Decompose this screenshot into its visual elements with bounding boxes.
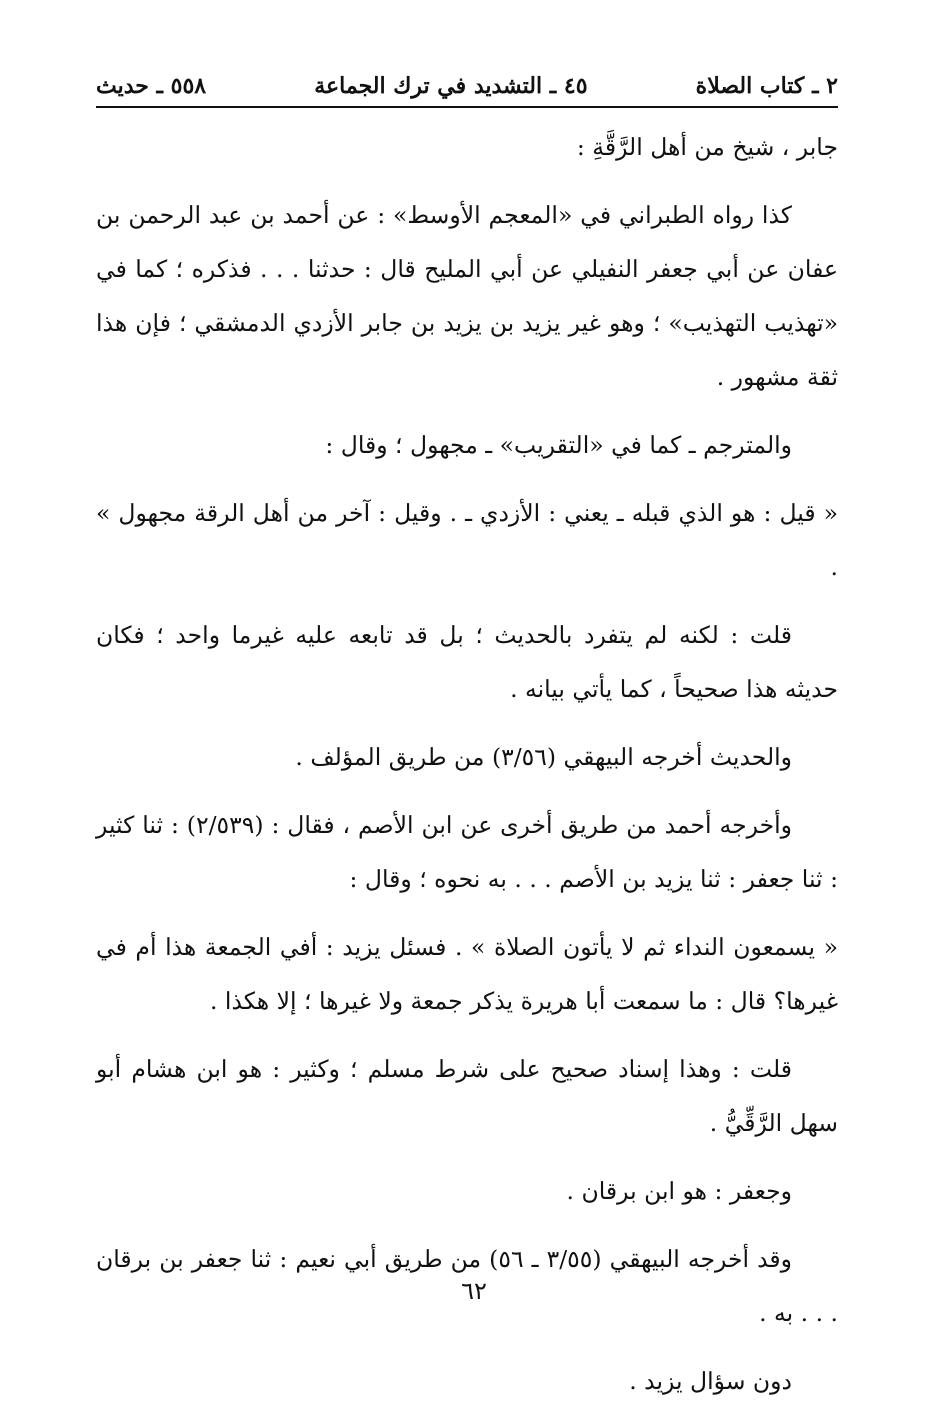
- paragraph: جابر ، شيخ من أهل الرَّقَّةِ :: [576, 133, 838, 161]
- paragraph: والمترجم ـ كما في «التقريب» ـ مجهول ؛ وقال :: [325, 431, 792, 459]
- paragraph: وأخرجه أحمد من طريق أخرى عن ابن الأصم ، فقال : (٢/٥٣٩) : ثنا كثير : ثنا جعفر : ثنا يزيد بن الأصم . . . به نحوه ؛ وقال :: [96, 811, 838, 893]
- quote-paragraph: « يسمعون النداء ثم لا يأتون الصلاة » . فسئل يزيد : أفي الجمعة هذا أم في غيرها؟ قال : ما سمعت أبا هريرة يذكر جمعة ولا غيرها ؛ إلا هكذا .: [96, 933, 838, 1015]
- paragraph: وجعفر : هو ابن برقان .: [566, 1177, 792, 1205]
- header-book-title: ٢ ـ كتاب الصلاة: [695, 73, 838, 99]
- paragraph: قلت : لكنه لم يتفرد بالحديث ؛ بل قد تابعه عليه غيرما واحد ؛ فكان حديثه هذا صحيحاً ، كما يأتي بيانه .: [96, 621, 838, 703]
- running-header: [96, 64, 838, 108]
- header-hadith-number: ٥٥٨ ـ حديث: [96, 73, 207, 99]
- page-number: ٦٢: [461, 1277, 487, 1305]
- paragraph: كذا رواه الطبراني في «المعجم الأوسط» : عن أحمد بن عبد الرحمن بن عفان عن أبي جعفر النفيلي عن أبي المليح قال : حدثنا . . . فذكره ؛ كما في «تهذيب التهذيب» ؛ وهو غير يزيد بن يزيد بن جابر الأزدي الدمشقي ؛ فإن هذا ثقة مشهور .: [96, 201, 838, 391]
- paragraph: دون سؤال يزيد .: [629, 1367, 792, 1395]
- paragraph: قلت : وهذا إسناد صحيح على شرط مسلم ؛ وكثير : هو ابن هشام أبو سهل الرَّقِّيُّ .: [96, 1055, 838, 1137]
- header-divider: [96, 106, 838, 108]
- body-text: [96, 120, 838, 1422]
- header-chapter-title: ٤٥ ـ التشديد في ترك الجماعة: [314, 73, 588, 99]
- paragraph: وقد أخرجه البيهقي (٣/٥٥ ـ ٥٦) من طريق أبي نعيم : ثنا جعفر بن برقان . . . به .: [96, 1245, 838, 1327]
- paragraph: والحديث أخرجه البيهقي (٣/٥٦) من طريق المؤلف .: [295, 743, 792, 771]
- quote-paragraph: « قيل : هو الذي قبله ـ يعني : الأزدي ـ . وقيل : آخر من أهل الرقة مجهول » .: [96, 499, 838, 581]
